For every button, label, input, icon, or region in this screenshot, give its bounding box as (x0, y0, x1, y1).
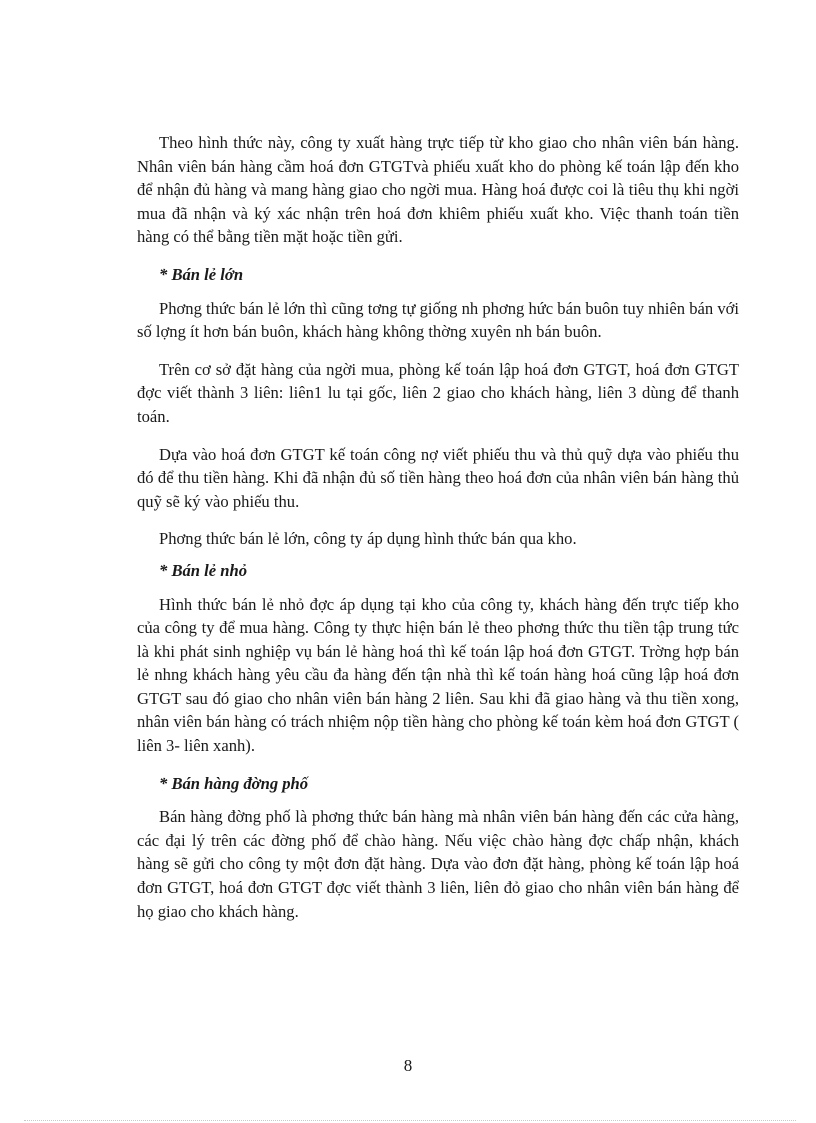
paragraph-ban-le-nho: Hình thức bán lẻ nhỏ đợc áp dụng tại kho của công ty, khách hàng đến trực tiếp kho của công ty để mua hàng. Công ty thực hiện bán lẻ theo phơng thức thu tiền tập trung tức là khi phát sinh nghiệp vụ bán lẻ hàng hoá thì kế toán lập hoá đơn GTGT. Trờng hợp bán lẻ nhng khách hàng yêu cầu đa hàng đến tận nhà thì kế toán hàng hoá cũng lập hoá đơn GTGT sau đó giao cho nhân viên bán hàng 2 liên. Sau khi đã giao hàng và thu tiền xong, nhân viên bán hàng có trách nhiệm nộp tiền hàng cho phòng kế toán kèm hoá đơn GTGT ( liên 3- liên xanh). (137, 594, 739, 756)
paragraph-direct-delivery: Theo hình thức này, công ty xuất hàng trực tiếp từ kho giao cho nhân viên bán hàng. Nhân viên bán hàng cầm hoá đơn GTGTvà phiếu xuất kho do phòng kế toán lập đến kho để nhận đủ hàng và mang hàng giao cho ngời mua. Hàng hoá được coi là tiêu thụ khi ngời mua đã nhận và ký xác nhận trên hoá đơn khiêm phiếu xuất kho. Việc thanh toán tiền hàng có thể bằng tiền mặt hoặc tiền gửi. (137, 133, 739, 247)
paragraph-payment-receipt: Dựa vào hoá đơn GTGT kế toán công nợ viết phiếu thu và thủ quỹ dựa vào phiếu thu đó để thu tiền hàng. Khi đã nhận đủ số tiền hàng theo hoá đơn của nhân viên bán hàng thủ quỹ sẽ ký vào phiếu thu. (137, 444, 739, 511)
heading-ban-le-nho: * Bán lẻ nhỏ (159, 560, 248, 580)
footer-divider (24, 1120, 796, 1121)
heading-ban-hang-duong-pho: * Bán hàng đờng phố (159, 773, 309, 793)
paragraph-street-sales: Bán hàng đờng phố là phơng thức bán hàng mà nhân viên bán hàng đến các cửa hàng, các đại lý trên các đờng phố để chào hàng. Nếu việc chào hàng đợc chấp nhận, khách hàng sẽ gửi cho công ty một đơn đặt hàng. Dựa vào đơn đặt hàng, phòng kế toán lập hoá đơn GTGT, hoá đơn GTGT đợc viết thành 3 liên, liên đỏ giao cho nhân viên bán hàng để họ giao cho khách hàng. (137, 807, 739, 921)
paragraph-ban-le-lon-method: Phơng thức bán lẻ lớn thì cũng tơng tự giống nh phơng hức bán buôn tuy nhiên bán với số lợng ít hơn bán buôn, khách hàng không thờng xuyên nh bán buôn. (137, 298, 739, 342)
heading-ban-le-lon: * Bán lẻ lớn (159, 264, 244, 284)
paragraph-warehouse-sale: Phơng thức bán lẻ lớn, công ty áp dụng hình thức bán qua kho. (159, 529, 577, 549)
page-number: 8 (403, 1056, 413, 1075)
page-body (137, 131, 739, 937)
paragraph-invoice-copies: Trên cơ sở đặt hàng của ngời mua, phòng kế toán lập hoá đơn GTGT, hoá đơn GTGT đợc viết thành 3 liên: liên1 lu tại gốc, liên 2 giao cho khách hàng, liên 3 dùng để thanh toán. (137, 359, 739, 426)
